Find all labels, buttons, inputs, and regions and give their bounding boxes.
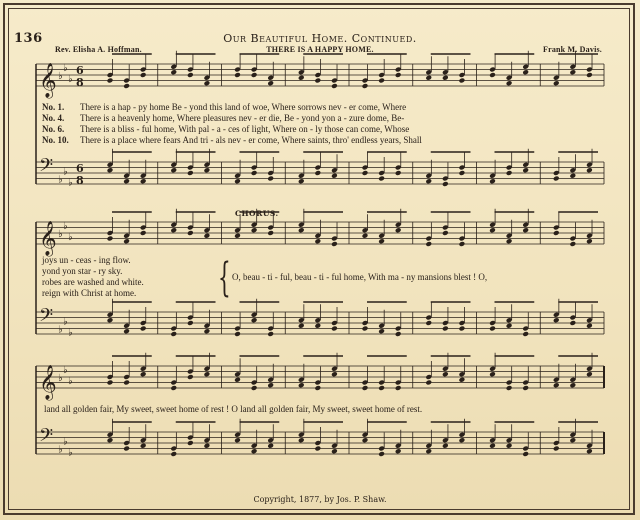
verse-ending-1: joys un - ceas - ing flow. <box>42 255 131 265</box>
flat-sign: ♭ <box>68 73 73 85</box>
verse-text: There is a place where fears And tri - als nev - er come, Where saints, thro' endless years, Shall <box>80 135 422 145</box>
note-head <box>314 385 321 391</box>
note-head <box>107 380 114 386</box>
flat-sign: ♭ <box>63 166 68 178</box>
flat-sign: ♭ <box>58 71 63 82</box>
note-head <box>586 167 593 173</box>
note-head <box>267 80 274 86</box>
note-head <box>107 167 114 173</box>
note-head <box>425 380 432 386</box>
note-head <box>459 78 466 84</box>
note-head <box>187 170 194 176</box>
verse-line-1 <box>42 102 406 112</box>
note-head <box>251 448 258 454</box>
note-head <box>586 238 593 244</box>
note-head <box>140 443 147 449</box>
note-head <box>489 443 496 449</box>
note-head <box>586 371 593 377</box>
note-head <box>251 170 258 176</box>
note-head <box>298 437 305 443</box>
note-head <box>553 80 560 86</box>
note-head <box>187 230 194 236</box>
note-head <box>314 78 321 84</box>
note-head <box>331 173 338 179</box>
note-head <box>489 326 496 332</box>
note-head <box>522 69 529 75</box>
note-head <box>362 83 369 89</box>
note-head <box>331 83 338 89</box>
note-head <box>522 331 529 337</box>
note-head <box>170 227 177 233</box>
note-head <box>170 331 177 337</box>
note-head <box>459 437 466 443</box>
note-head <box>204 328 211 334</box>
note-head <box>298 382 305 388</box>
note-head <box>234 377 241 383</box>
note-head <box>395 227 402 233</box>
note-head <box>425 448 432 454</box>
note-head <box>140 178 147 184</box>
flat-sign: ♭ <box>58 444 63 456</box>
words-author: Rev. Elisha A. Hoffman. <box>55 45 142 54</box>
note-head <box>425 241 432 247</box>
verse-text: There is a hap - py home Be - yond this land of woe, Where sorrows nev - er come, Where <box>80 102 407 112</box>
flat-sign: ♭ <box>58 174 63 186</box>
note-head <box>489 178 496 184</box>
note-head <box>204 443 211 449</box>
flat-sign: ♭ <box>63 436 68 448</box>
note-head <box>442 371 449 377</box>
note-head <box>204 371 211 377</box>
note-head <box>553 230 560 236</box>
note-head <box>586 72 593 78</box>
note-head <box>107 78 114 84</box>
note-head <box>442 443 449 449</box>
note-head <box>506 323 513 329</box>
note-head <box>395 448 402 454</box>
hymn-title: Our Beautiful Home. Continued. <box>223 32 417 45</box>
note-head <box>489 72 496 78</box>
time-signature-top: 6 <box>76 162 84 175</box>
note-head <box>569 382 576 388</box>
note-head <box>170 451 177 457</box>
note-head <box>553 446 560 452</box>
note-head <box>234 437 241 443</box>
time-signature-bottom: 8 <box>76 76 84 89</box>
note-head <box>442 230 449 236</box>
note-head <box>331 241 338 247</box>
note-head <box>314 446 321 452</box>
note-head <box>123 328 130 334</box>
note-head <box>506 443 513 449</box>
note-head <box>378 78 385 84</box>
note-head <box>331 448 338 454</box>
flat-sign: ♭ <box>63 316 68 328</box>
note-head <box>123 380 130 386</box>
flat-sign: ♭ <box>68 177 73 189</box>
note-head <box>107 317 114 323</box>
note-head <box>298 178 305 184</box>
music-author: Frank M. Davis. <box>543 45 602 54</box>
note-head <box>234 233 241 239</box>
note-head <box>569 320 576 326</box>
note-head <box>459 170 466 176</box>
note-head <box>362 326 369 332</box>
note-head <box>506 80 513 86</box>
note-head <box>251 385 258 391</box>
note-head <box>378 176 385 182</box>
flat-sign: ♭ <box>58 373 63 384</box>
note-head <box>522 227 529 233</box>
note-head <box>586 448 593 454</box>
note-head <box>123 83 130 89</box>
note-head <box>187 320 194 326</box>
note-head <box>425 320 432 326</box>
note-head <box>314 323 321 329</box>
note-head <box>378 328 385 334</box>
note-head <box>569 69 576 75</box>
note-head <box>267 230 274 236</box>
note-head <box>442 326 449 332</box>
note-head <box>506 238 513 244</box>
note-head <box>331 371 338 377</box>
lyric-brace: { <box>218 255 231 301</box>
note-head <box>489 227 496 233</box>
note-head <box>140 72 147 78</box>
note-head <box>522 167 529 173</box>
note-head <box>522 385 529 391</box>
verse-line-4 <box>42 113 404 123</box>
note-head <box>251 227 258 233</box>
note-head <box>107 437 114 443</box>
note-head <box>140 371 147 377</box>
time-signature-bottom: 8 <box>76 174 84 187</box>
note-head <box>569 241 576 247</box>
note-head <box>442 181 449 187</box>
flat-sign: ♭ <box>68 375 73 387</box>
note-head <box>298 75 305 81</box>
verse-ending-4: yond yon star - ry sky. <box>42 266 123 276</box>
note-head <box>170 69 177 75</box>
note-head <box>586 323 593 329</box>
verse-line-6 <box>42 124 409 134</box>
note-head <box>170 385 177 391</box>
note-head <box>251 72 258 78</box>
flat-sign: ♭ <box>58 229 63 240</box>
note-head <box>395 331 402 337</box>
note-head <box>187 374 194 380</box>
note-head <box>267 176 274 182</box>
verse-ending-10: reign with Christ at home. <box>42 288 137 298</box>
page-number: 136 <box>14 31 43 46</box>
verse-label: No. 4. <box>42 113 65 123</box>
note-head <box>459 241 466 247</box>
note-head <box>298 323 305 329</box>
verse-label: No. 10. <box>42 135 69 145</box>
note-head <box>187 72 194 78</box>
note-head <box>123 238 130 244</box>
note-head <box>140 230 147 236</box>
note-head <box>378 238 385 244</box>
note-head <box>489 371 496 377</box>
treble-clef: 𝄞 <box>39 63 57 98</box>
note-head <box>314 170 321 176</box>
note-head <box>553 176 560 182</box>
note-head <box>553 382 560 388</box>
note-head <box>267 382 274 388</box>
note-head <box>107 236 114 242</box>
bass-clef: 𝄢 <box>39 305 54 331</box>
note-head <box>506 170 513 176</box>
flat-sign: ♭ <box>68 447 73 459</box>
verse-label: No. 6. <box>42 124 65 134</box>
verse-ending-6: robes are washed and white. <box>42 277 144 287</box>
verse-text: There is a bliss - ful home, With pal - a - ces of light, Where on - ly those can come, Whose <box>80 124 410 134</box>
note-head <box>267 443 274 449</box>
note-head <box>425 75 432 81</box>
note-head <box>569 173 576 179</box>
note-head <box>506 385 513 391</box>
verse-line-10 <box>42 135 422 145</box>
bass-clef: 𝄢 <box>39 425 54 451</box>
note-head <box>425 178 432 184</box>
note-head <box>395 72 402 78</box>
note-head <box>234 72 241 78</box>
note-head <box>362 233 369 239</box>
note-head <box>459 326 466 332</box>
flat-sign: ♭ <box>68 231 73 243</box>
note-head <box>204 233 211 239</box>
note-head <box>362 385 369 391</box>
flat-sign: ♭ <box>68 327 73 339</box>
verse-text: There is a heavenly home, Where pleasures nev - er die, Be - yond yon a - zure dome, Be- <box>80 113 405 123</box>
tune-name: THERE IS A HAPPY HOME. <box>266 45 374 54</box>
note-head <box>395 385 402 391</box>
note-head <box>395 170 402 176</box>
note-head <box>204 167 211 173</box>
note-head <box>378 385 385 391</box>
note-head <box>251 317 258 323</box>
note-head <box>123 446 130 452</box>
note-head <box>204 80 211 86</box>
note-head <box>362 437 369 443</box>
note-head <box>378 451 385 457</box>
chorus-lyric-2: land all golden fair, My sweet, sweet home of rest ! O land all golden fair, My sweet, sweet home of rest. <box>44 404 423 414</box>
chorus-label: CHORUS. <box>235 209 279 218</box>
treble-clef: 𝄞 <box>39 365 57 400</box>
note-head <box>362 170 369 176</box>
copyright-notice: Copyright, 1877, by Jos. P. Shaw. <box>253 495 387 504</box>
note-head <box>170 167 177 173</box>
note-head <box>314 238 321 244</box>
flat-sign: ♭ <box>58 324 63 336</box>
time-signature-top: 6 <box>76 64 84 77</box>
bass-clef: 𝄢 <box>39 155 54 181</box>
note-head <box>459 377 466 383</box>
note-head <box>187 440 194 446</box>
chorus-lyric-1: O, beau - ti - ful, beau - ti - ful home, With ma - ny mansions blest ! O, <box>232 272 488 282</box>
treble-clef: 𝄞 <box>39 221 57 256</box>
flat-sign: ♭ <box>63 220 68 232</box>
note-head <box>234 331 241 337</box>
note-head <box>522 451 529 457</box>
note-head <box>442 75 449 81</box>
note-head <box>298 227 305 233</box>
flat-sign: ♭ <box>63 364 68 376</box>
note-head <box>569 437 576 443</box>
note-head <box>234 178 241 184</box>
note-head <box>331 326 338 332</box>
verse-label: No. 1. <box>42 102 65 112</box>
note-head <box>267 331 274 337</box>
note-head <box>123 178 130 184</box>
note-head <box>553 317 560 323</box>
note-head <box>140 326 147 332</box>
flat-sign: ♭ <box>63 62 68 74</box>
